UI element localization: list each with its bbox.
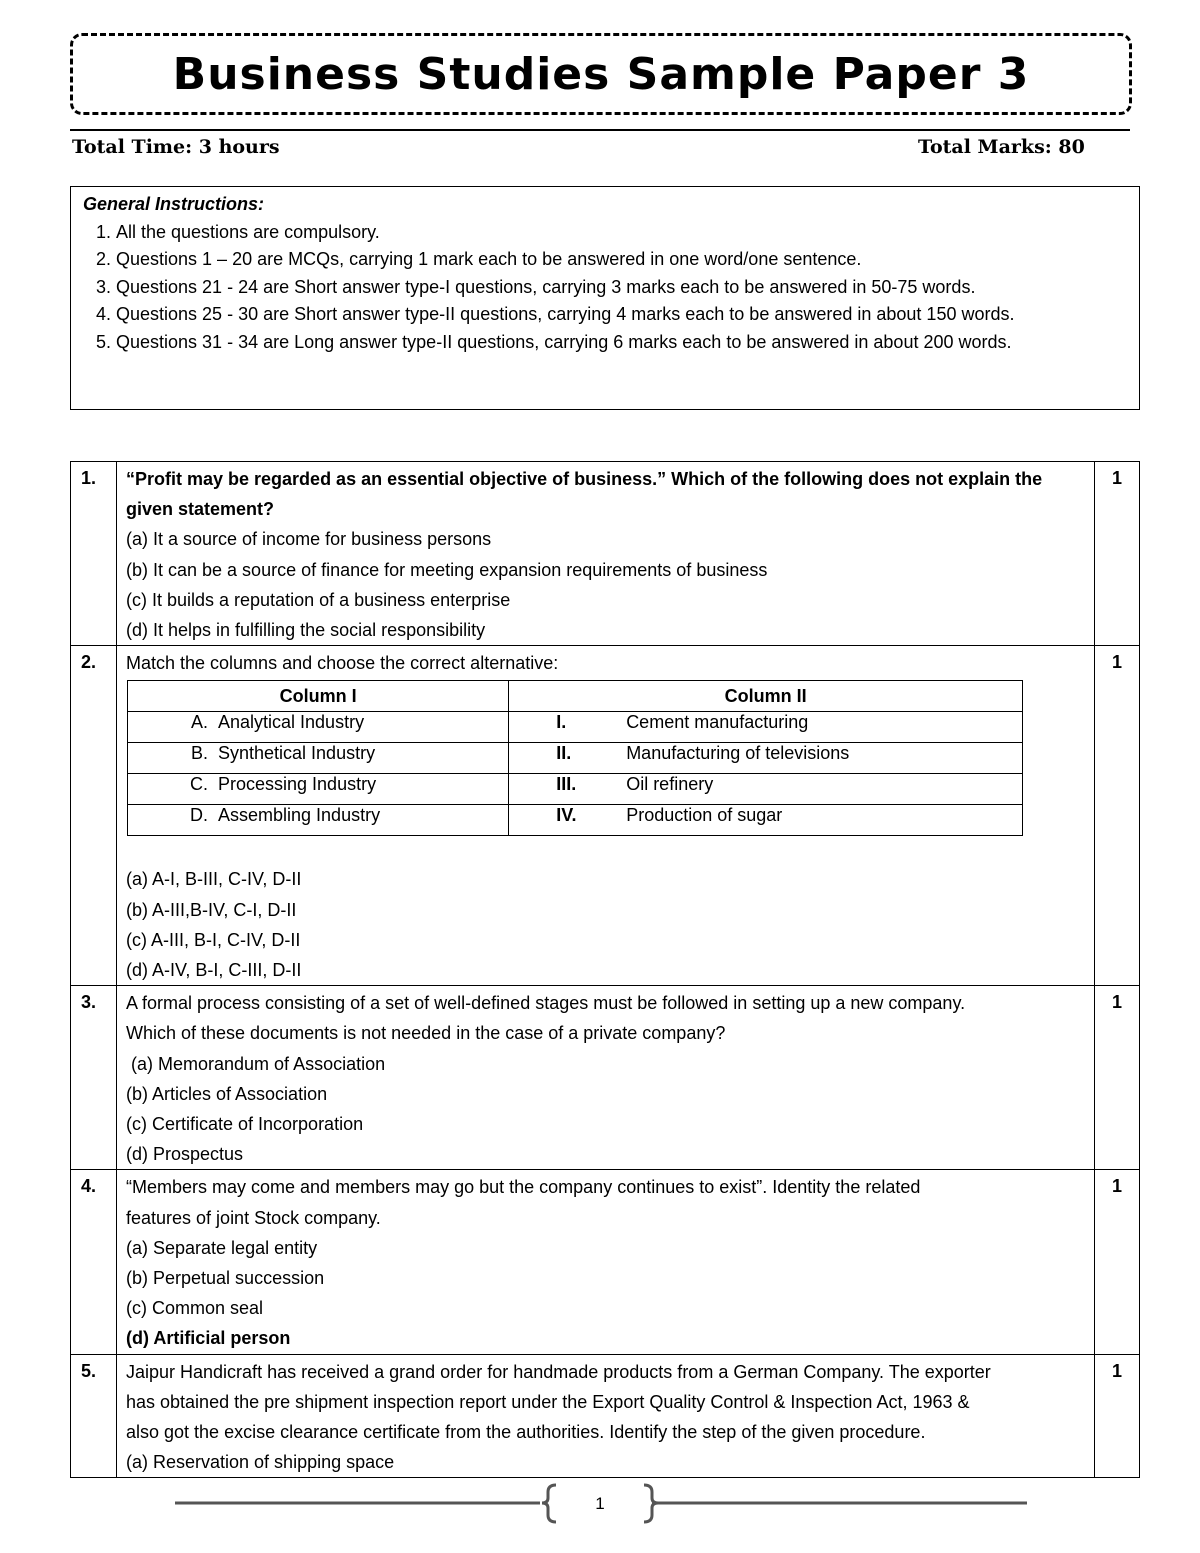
match-left: Processing Industry: [218, 774, 377, 795]
question-marks: 1: [1095, 986, 1140, 1170]
question-stem: features of joint Stock company.: [126, 1207, 381, 1228]
match-left: Analytical Industry: [218, 712, 365, 733]
option-b: (b) Articles of Association: [126, 1083, 328, 1104]
instruction-item: 2. Questions 1 – 20 are MCQs, carrying 1 mark each to be answered in one word/one sentence.: [116, 246, 1127, 274]
option-d: (d) A-IV, B-I, C-III, D-II: [126, 960, 302, 981]
option-a: (a) Memorandum of Association: [126, 1053, 386, 1074]
option-a: (a) A-I, B-III, C-IV, D-II: [126, 869, 302, 890]
match-roman: I.: [556, 712, 567, 733]
total-marks: Total Marks: 80: [918, 136, 1085, 158]
instructions-list: [83, 219, 1127, 357]
option-b: (b) A-III,B-IV, C-I, D-II: [126, 899, 297, 920]
total-time: Total Time: 3 hours: [72, 136, 280, 158]
question-number: 4.: [71, 1170, 117, 1354]
match-row: [128, 743, 1023, 774]
match-row: [128, 805, 1023, 836]
question-marks: 1: [1095, 462, 1140, 646]
instructions-heading: General Instructions:: [83, 194, 265, 214]
option-c: (c) It builds a reputation of a business enterprise: [126, 589, 511, 610]
match-roman: II.: [556, 743, 572, 764]
instruction-item: 3. Questions 21 - 24 are Short answer type-I questions, carrying 3 marks each to be answered in 50-75 words.: [116, 274, 1127, 302]
instruction-item: 1. All the questions are compulsory.: [116, 219, 1127, 247]
question-body: [117, 646, 1095, 986]
question-number: 3.: [71, 986, 117, 1170]
option-d: (d) Prospectus: [126, 1144, 244, 1165]
question-row-3: [71, 986, 1140, 1170]
match-right: Oil refinery: [626, 774, 714, 795]
option-a: (a) Separate legal entity: [126, 1237, 318, 1258]
question-number: 5.: [71, 1354, 117, 1478]
option-a: (a) Reservation of shipping space: [126, 1452, 395, 1473]
footer-ornament: [0, 1478, 1200, 1528]
general-instructions: [70, 186, 1140, 410]
questions-table: [70, 461, 1140, 1478]
match-roman: III.: [556, 774, 577, 795]
question-body: [117, 462, 1095, 646]
question-stem: has obtained the pre shipment inspection report under the Export Quality Control & Inspection Act, 1963 &: [126, 1391, 970, 1412]
question-number: 2.: [71, 646, 117, 986]
option-b: (b) Perpetual succession: [126, 1268, 325, 1289]
question-stem: given statement?: [126, 499, 275, 520]
header-rule: [70, 129, 1130, 131]
match-roman: IV.: [556, 805, 577, 826]
page-number: 1: [595, 1494, 605, 1513]
match-row: [128, 712, 1023, 743]
instruction-item: 4. Questions 25 - 30 are Short answer type-II questions, carrying 4 marks each to be answered in about 150 words.: [116, 301, 1127, 329]
match-key: A.: [190, 712, 208, 733]
page-footer: [0, 1478, 1200, 1528]
match-left: Assembling Industry: [218, 805, 381, 826]
question-stem: Which of these documents is not needed in the case of a private company?: [126, 1023, 726, 1044]
question-stem: A formal process consisting of a set of well-defined stages must be followed in setting up a new company.: [126, 993, 966, 1014]
match-key: B.: [190, 743, 208, 764]
match-right: Cement manufacturing: [626, 712, 809, 733]
title-box: [70, 33, 1132, 115]
question-row-4: [71, 1170, 1140, 1354]
question-marks: 1: [1095, 1354, 1140, 1478]
match-table: [127, 680, 1023, 836]
question-row-5: [71, 1354, 1140, 1478]
question-body: [117, 986, 1095, 1170]
option-b: (b) It can be a source of finance for meeting expansion requirements of business: [126, 559, 768, 580]
match-key: D.: [190, 805, 208, 826]
column-i-header: Column I: [128, 681, 509, 712]
question-row-2: [71, 646, 1140, 986]
question-stem: also got the excise clearance certificate from the authorities. Identify the step of the given procedure.: [126, 1422, 926, 1443]
question-stem: Jaipur Handicraft has received a grand order for handmade products from a German Company. The exporter: [126, 1361, 991, 1382]
match-right: Manufacturing of televisions: [626, 743, 850, 764]
question-marks: 1: [1095, 646, 1140, 986]
option-d: (d) It helps in fulfilling the social responsibility: [126, 620, 486, 641]
question-stem: “Members may come and members may go but the company continues to exist”. Identity the related: [126, 1177, 921, 1198]
question-row-1: [71, 462, 1140, 646]
option-c: (c) Common seal: [126, 1298, 264, 1319]
option-c: (c) Certificate of Incorporation: [126, 1114, 364, 1135]
question-body: [117, 1354, 1095, 1478]
column-ii-header: Column II: [509, 681, 1023, 712]
page-title: Business Studies Sample Paper 3: [172, 48, 1030, 100]
question-stem: “Profit may be regarded as an essential objective of business.” Which of the following does not explain the: [126, 469, 1043, 489]
match-row: [128, 774, 1023, 805]
question-number: 1.: [71, 462, 117, 646]
option-c: (c) A-III, B-I, C-IV, D-II: [126, 929, 301, 950]
match-left: Synthetical Industry: [218, 743, 376, 764]
question-marks: 1: [1095, 1170, 1140, 1354]
instruction-item: 5. Questions 31 - 34 are Long answer type-II questions, carrying 6 marks each to be answered in about 200 words.: [116, 329, 1127, 357]
question-stem: Match the columns and choose the correct alternative:: [126, 653, 559, 674]
option-a: (a) It a source of income for business persons: [126, 529, 492, 550]
question-body: [117, 1170, 1095, 1354]
match-key: C.: [190, 774, 208, 795]
match-right: Production of sugar: [626, 805, 783, 826]
option-d: (d) Artificial person: [126, 1328, 291, 1349]
